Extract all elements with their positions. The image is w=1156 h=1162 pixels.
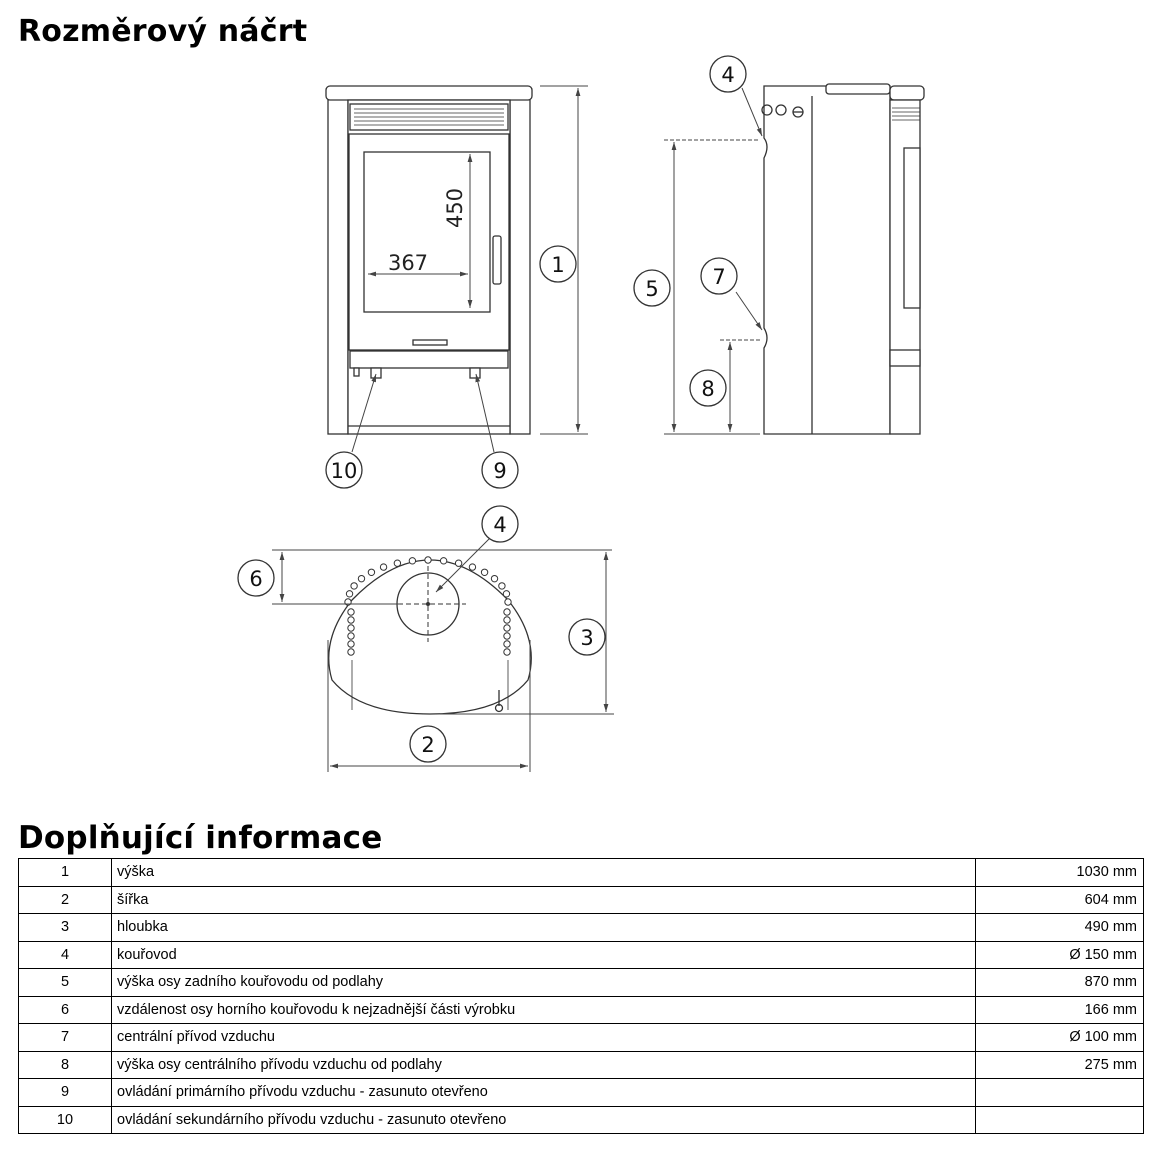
svg-text:9: 9 [493, 459, 507, 483]
row-label: výška [112, 859, 976, 887]
vent-hole [455, 560, 461, 566]
svg-text:1: 1 [551, 253, 565, 277]
section-title-info: Doplňující informace [18, 820, 383, 856]
vent-hole [505, 599, 511, 605]
row-label: ovládání primárního přívodu vzduchu - zasunuto otevřeno [112, 1079, 976, 1107]
vent-hole [481, 569, 487, 575]
row-value: 870 mm [975, 969, 1143, 997]
row-value: Ø 100 mm [975, 1024, 1143, 1052]
vent-hole [394, 560, 400, 566]
row-value: 275 mm [975, 1051, 1143, 1079]
marker-9 [482, 452, 518, 488]
row-label: výška osy zadního kouřovodu od podlahy [112, 969, 976, 997]
row-value: 604 mm [975, 886, 1143, 914]
row-label: výška osy centrálního přívodu vzduchu od podlahy [112, 1051, 976, 1079]
vent-hole [503, 591, 509, 597]
side-view [762, 84, 924, 434]
row-label: vzdálenost osy horního kouřovodu k nejzadnější části výrobku [112, 996, 976, 1024]
vent-hole [346, 591, 352, 597]
table-row [19, 914, 1144, 942]
row-value [975, 1079, 1143, 1107]
marker-4-side [710, 56, 746, 92]
row-number: 3 [19, 914, 112, 942]
vent-hole [504, 617, 510, 623]
table-row [19, 996, 1144, 1024]
row-number: 8 [19, 1051, 112, 1079]
row-value: 166 mm [975, 996, 1143, 1024]
table-row [19, 1079, 1144, 1107]
row-number: 2 [19, 886, 112, 914]
marker-5 [634, 270, 670, 306]
table-row [19, 969, 1144, 997]
marker-1 [540, 246, 576, 282]
vent-hole [368, 569, 374, 575]
vent-hole [409, 558, 415, 564]
vent-hole [358, 575, 364, 581]
vent-hole [499, 583, 505, 589]
info-table [18, 858, 1144, 1134]
vent-hole [348, 625, 354, 631]
vent-hole [504, 633, 510, 639]
table-row [19, 941, 1144, 969]
vent-hole [469, 564, 475, 570]
vent-hole [425, 557, 431, 563]
table-row [19, 886, 1144, 914]
vent-hole [351, 583, 357, 589]
marker-3 [569, 619, 605, 655]
vent-hole [504, 641, 510, 647]
door-width-label: 367 [387, 251, 429, 275]
svg-text:4: 4 [493, 513, 507, 537]
section-title-sketch: Rozměrový náčrt [18, 14, 308, 49]
svg-text:2: 2 [421, 733, 435, 757]
svg-text:6: 6 [249, 567, 263, 591]
svg-text:5: 5 [645, 277, 659, 301]
vent-hole [348, 633, 354, 639]
vent-hole [348, 641, 354, 647]
marker-10 [326, 452, 362, 488]
vent-hole [348, 649, 354, 655]
row-value: 1030 mm [975, 859, 1143, 887]
front-view [326, 86, 532, 434]
row-number: 7 [19, 1024, 112, 1052]
svg-text:7: 7 [712, 265, 726, 289]
row-value: Ø 150 mm [975, 941, 1143, 969]
row-label: šířka [112, 886, 976, 914]
vent-hole [348, 617, 354, 623]
marker-4-top [482, 506, 518, 542]
table-row [19, 1051, 1144, 1079]
vent-hole [380, 564, 386, 570]
table-row [19, 1024, 1144, 1052]
row-number: 1 [19, 859, 112, 887]
row-number: 9 [19, 1079, 112, 1107]
vent-hole [504, 649, 510, 655]
row-number: 5 [19, 969, 112, 997]
svg-text:3: 3 [580, 626, 594, 650]
vent-hole [504, 609, 510, 615]
row-number: 4 [19, 941, 112, 969]
marker-6 [238, 560, 274, 596]
vent-hole [491, 575, 497, 581]
row-label: hloubka [112, 914, 976, 942]
svg-text:4: 4 [721, 63, 735, 87]
row-number: 10 [19, 1106, 112, 1134]
row-label: centrální přívod vzduchu [112, 1024, 976, 1052]
row-label: kouřovod [112, 941, 976, 969]
row-value [975, 1106, 1143, 1134]
svg-text:8: 8 [701, 377, 715, 401]
marker-8 [690, 370, 726, 406]
marker-7 [701, 258, 737, 294]
row-value: 490 mm [975, 914, 1143, 942]
row-label: ovládání sekundárního přívodu vzduchu - zasunuto otevřeno [112, 1106, 976, 1134]
vent-hole [504, 625, 510, 631]
table-row [19, 1106, 1144, 1134]
row-number: 6 [19, 996, 112, 1024]
svg-text:10: 10 [330, 459, 358, 483]
table-row [19, 859, 1144, 887]
vent-hole [440, 558, 446, 564]
marker-2 [410, 726, 446, 762]
vent-hole [348, 609, 354, 615]
door-height-label: 450 [443, 187, 467, 229]
